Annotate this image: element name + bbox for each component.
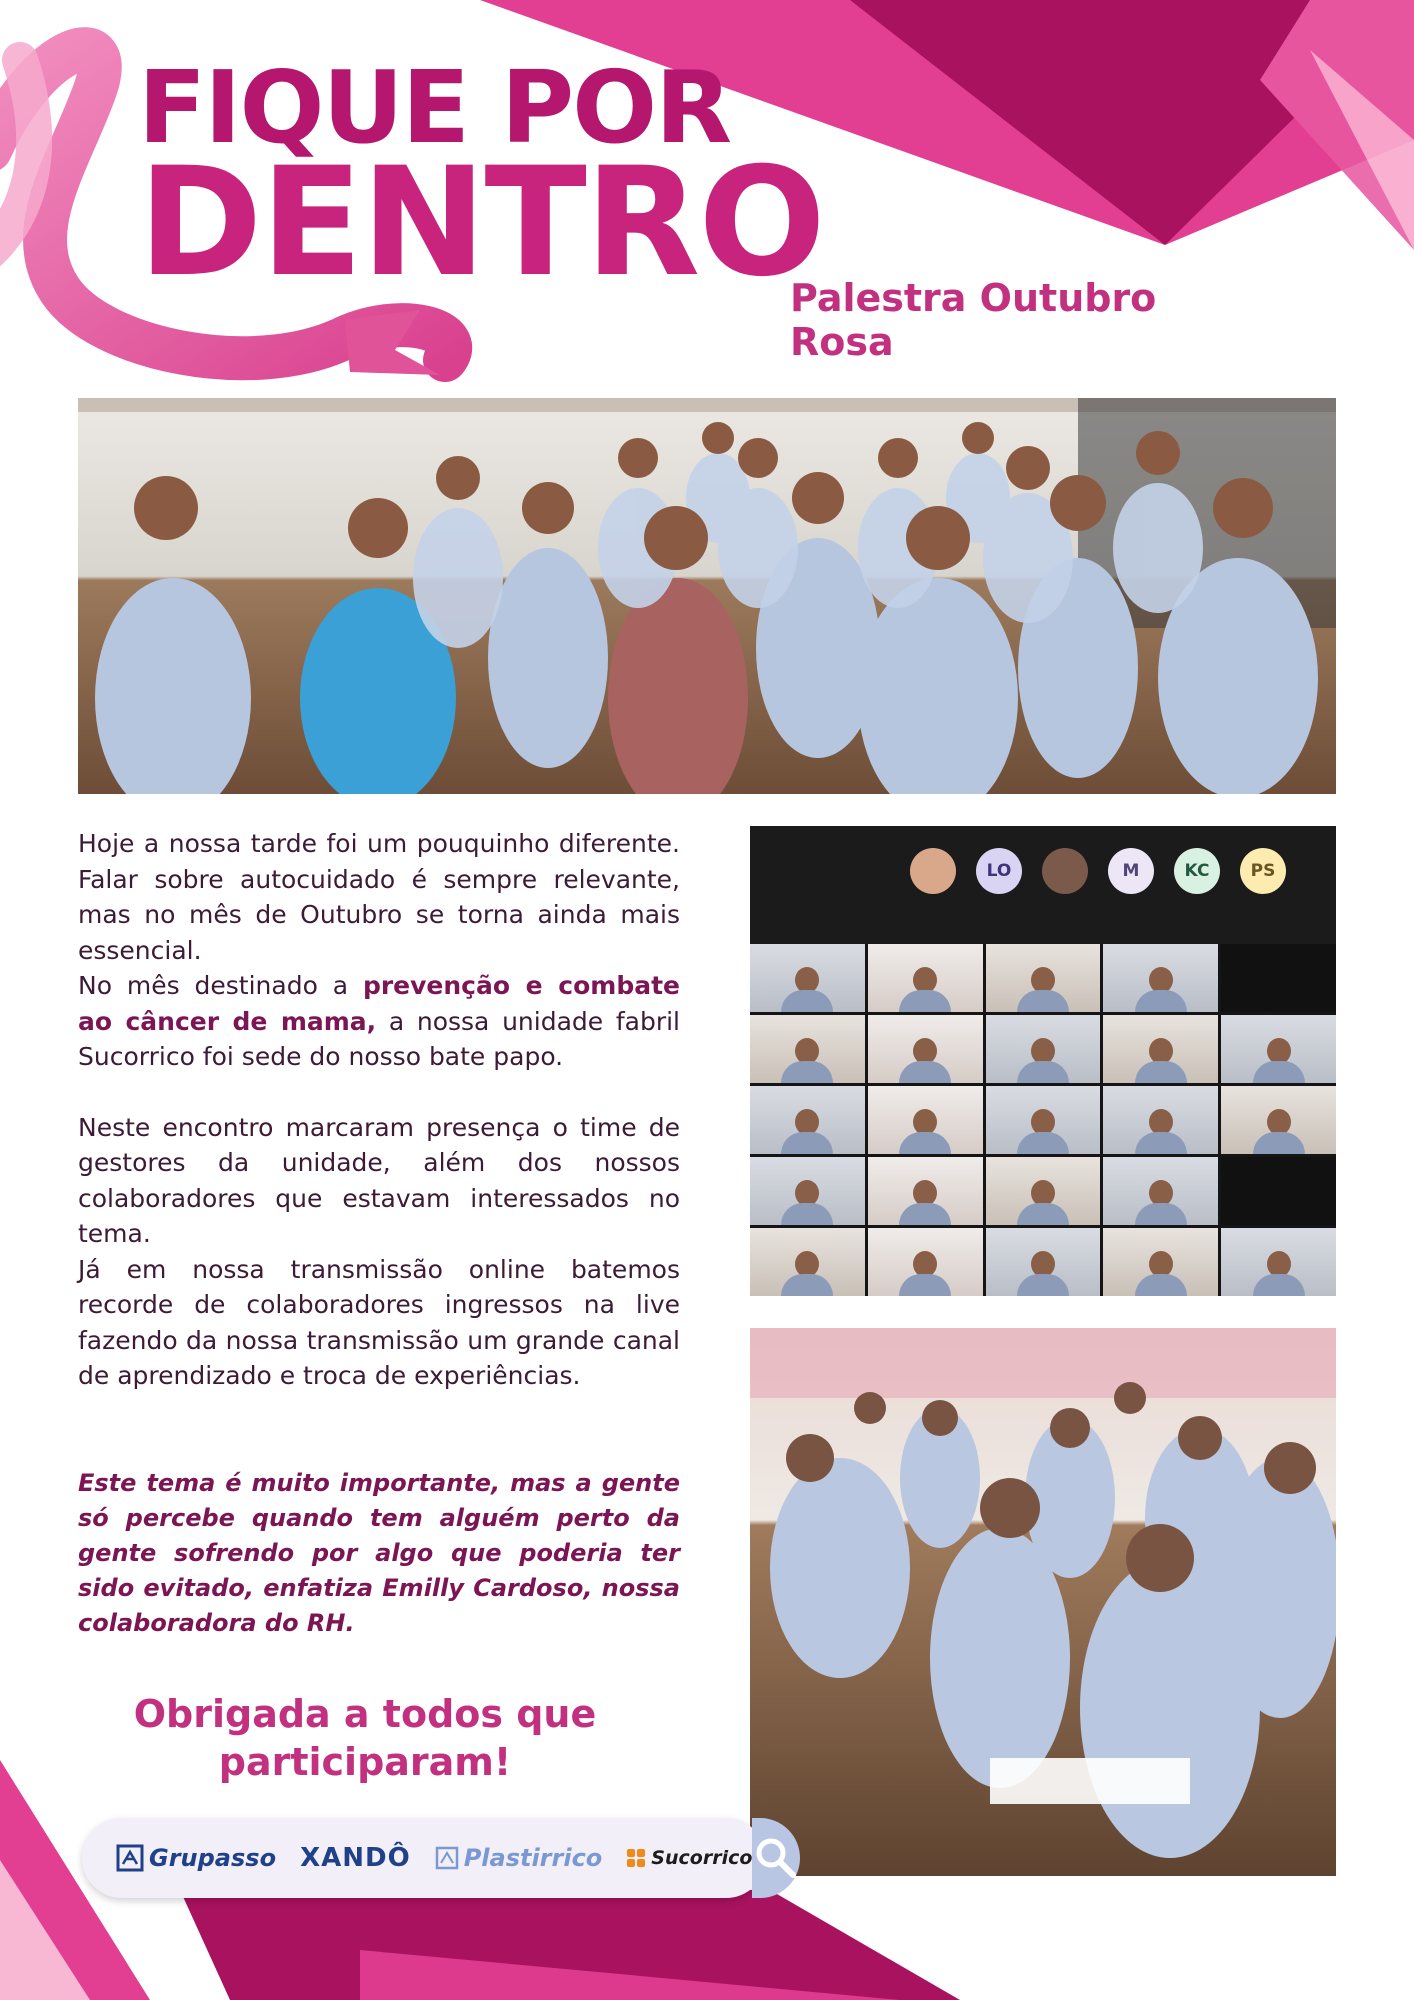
- title-line-2: DENTRO: [138, 136, 824, 310]
- sucorrico-mark-icon: [626, 1848, 646, 1868]
- title-line-1: FIQUE POR: [138, 49, 731, 166]
- participant-photo: [910, 848, 956, 894]
- participant-avatar: M: [1108, 848, 1154, 894]
- meeting-participant-bar: [750, 826, 1336, 944]
- article-paragraph-2: No mês destinado a prevenção e combate ao câncer de mama, a nossa unidade fabril Sucorrico foi sede do nosso bate papo.: [78, 971, 680, 1071]
- highlight-text: prevenção e combate ao câncer de mama,: [78, 971, 680, 1036]
- search-icon: [752, 1834, 800, 1882]
- video-tile-grid: [750, 944, 1336, 1296]
- article-paragraph-4: Já em nossa transmissão online batemos recorde de colaboradores ingressos na live fazendo da nossa transmissão um grande canal de aprendizado e troca de experiências.: [78, 1254, 680, 1390]
- article-body: [78, 826, 680, 1394]
- group-photo: [78, 398, 1336, 794]
- page-title: [138, 49, 824, 310]
- plastirrico-logo: Plastirrico: [435, 1844, 603, 1872]
- logo-bar: [82, 1818, 766, 1898]
- plastirrico-mark-icon: [435, 1846, 459, 1870]
- grupasso-logo: Grupasso: [116, 1844, 276, 1872]
- sucorrico-logo: Sucorrico: [626, 1847, 752, 1869]
- participant-avatar: KC: [1174, 848, 1220, 894]
- grupasso-mark-icon: [116, 1844, 144, 1872]
- thanks-message: Obrigada a todos que participaram!: [133, 1692, 597, 1784]
- participant-photo: [1042, 848, 1088, 894]
- quote: Este tema é muito importante, mas a gente só percebe quando tem alguém perto da gente sofrendo por algo que poderia ter sido evitado, enfatiza Emilly Cardoso, nossa colaboradora do RH.: [78, 1469, 680, 1637]
- participant-avatar: LO: [976, 848, 1022, 894]
- subtitle: Palestra Outubro Rosa: [790, 276, 1157, 364]
- xando-logo: XANDÔ: [300, 1843, 411, 1873]
- article-paragraph-3: Neste encontro marcaram presença o time de gestores da unidade, além dos nossos colaboradores que estavam interessados no tema.: [78, 1112, 680, 1248]
- online-meeting-screenshot: [750, 826, 1336, 1296]
- classroom-photo: [750, 1328, 1336, 1876]
- article-paragraph-1: Hoje a nossa tarde foi um pouquinho diferente. Falar sobre autocuidado é sempre relevante, mas no mês de Outubro se torna ainda mais essencial.: [78, 829, 680, 965]
- participant-avatar: PS: [1240, 848, 1286, 894]
